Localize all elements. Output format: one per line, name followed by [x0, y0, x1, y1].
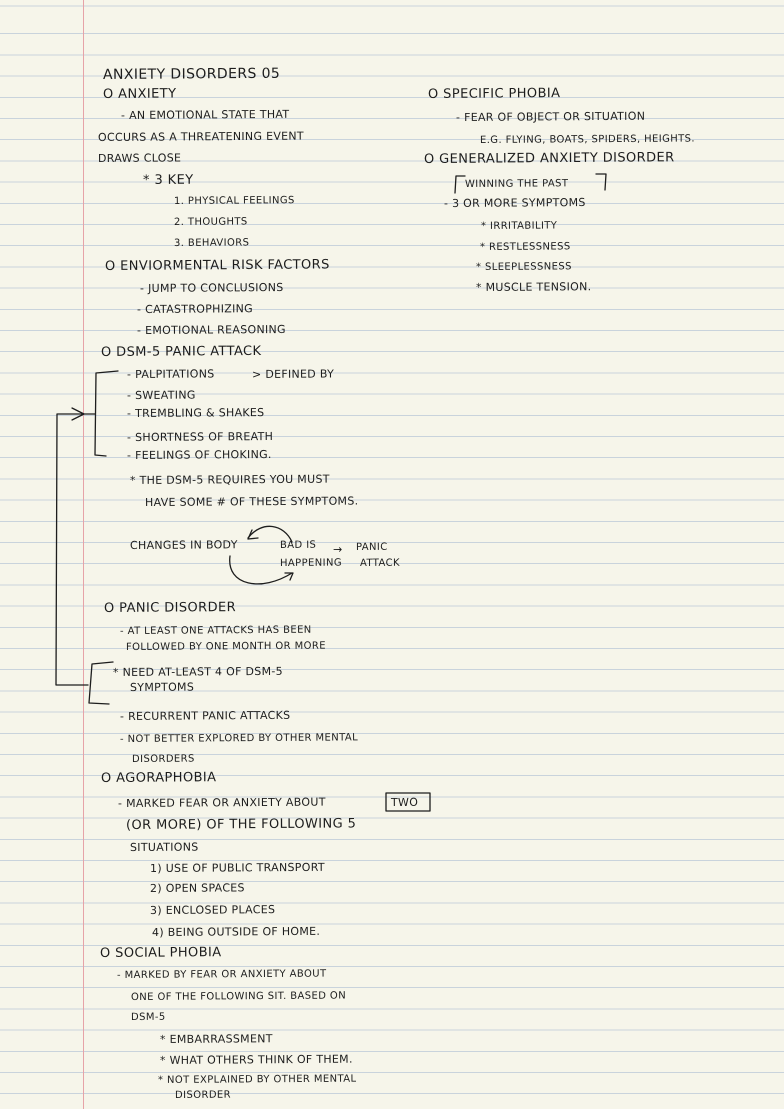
- panic-not-better-line-2: DISORDERS: [131, 753, 195, 765]
- gad-line-1: - 3 OR MORE SYMPTOMS: [443, 196, 586, 210]
- social-item: * NOT EXPLAINED BY OTHER MENTAL: [157, 1073, 357, 1086]
- cycle-arrow-icon: →: [332, 542, 343, 556]
- cycle-attack: ATTACK: [359, 557, 400, 569]
- agora-line-3: SITUATIONS: [129, 840, 199, 854]
- agora-line-1: - MARKED FEAR OR ANXIETY ABOUT: [117, 795, 326, 810]
- social-line-1: - MARKED BY FEAR OR ANXIETY ABOUT: [116, 968, 327, 981]
- agora-line-2: (OR MORE) OF THE FOLLOWING 5: [125, 816, 357, 833]
- gad-note: WINNING THE PAST: [464, 178, 569, 190]
- dsm-bracket: [95, 371, 118, 456]
- dsm-symptom: - FEELINGS OF CHOKING.: [126, 447, 272, 462]
- anxiety-def-line-2: OCCURS AS A THREATENING EVENT: [97, 129, 304, 144]
- social-item: * WHAT OTHERS THINK OF THEM.: [159, 1052, 353, 1067]
- risk-heading: O ENVIORMENTAL RISK FACTORS: [104, 257, 330, 274]
- risk-item: - EMOTIONAL REASONING: [136, 322, 286, 337]
- need-bracket: [89, 662, 113, 704]
- gad-item: * SLEEPLESSNESS: [475, 261, 572, 273]
- gad-item: * MUSCLE TENSION.: [475, 280, 592, 294]
- social-heading: O SOCIAL PHOBIA: [99, 945, 222, 961]
- agora-item: 4) BEING OUTSIDE OF HOME.: [151, 924, 321, 939]
- agora-heading: O AGORAPHOBIA: [100, 770, 217, 786]
- social-line-2: ONE OF THE FOLLOWING SIT. BASED ON: [130, 990, 347, 1003]
- dsm-symptom: - TREMBLING & SHAKES: [126, 406, 265, 420]
- anxiety-key-item: 1. PHYSICAL FEELINGS: [173, 195, 295, 207]
- agora-item: 2) OPEN SPACES: [149, 881, 245, 895]
- risk-item: - JUMP TO CONCLUSIONS: [139, 280, 284, 295]
- agora-two-box: TWO: [390, 795, 419, 809]
- specific-phobia-examples: E.G. FLYING, BOATS, SPIDERS, HEIGHTS.: [479, 133, 696, 146]
- anxiety-key-item: 2. THOUGHTS: [173, 216, 248, 228]
- social-line-3: DSM-5: [130, 1011, 166, 1023]
- social-last-line: DISORDER: [174, 1089, 232, 1101]
- specific-phobia-heading: O SPECIFIC PHOBIA: [427, 86, 561, 102]
- agora-item: 3) ENCLOSED PLACES: [149, 903, 276, 917]
- panic-disorder-line-1: - AT LEAST ONE ATTACKS HAS BEEN: [119, 624, 312, 637]
- agora-item: 1) USE OF PUBLIC TRANSPORT: [149, 860, 325, 875]
- dsm-note-line-2: HAVE SOME # OF THESE SYMPTOMS.: [144, 494, 359, 509]
- dsm-heading: O DSM-5 PANIC ATTACK: [100, 343, 262, 360]
- cycle-bottom-arrowhead: [285, 573, 293, 580]
- cycle-bad-is: BAD IS: [279, 539, 317, 551]
- panic-disorder-line-2: FOLLOWED BY ONE MONTH OR MORE: [125, 640, 326, 653]
- dsm-symptom: - PALPITATIONS: [126, 367, 215, 381]
- dsm-symptom: - SWEATING: [126, 388, 196, 402]
- panic-recurrent: - RECURRENT PANIC ATTACKS: [119, 708, 291, 723]
- gad-item: * IRRITABILITY: [480, 220, 558, 232]
- dsm-defined-by: > DEFINED BY: [251, 367, 335, 381]
- dsm-note-line-1: * THE DSM-5 REQUIRES YOU MUST: [129, 472, 330, 487]
- anxiety-def-line-1: - AN EMOTIONAL STATE THAT: [120, 107, 290, 122]
- anxiety-key-item: 3. BEHAVIORS: [173, 237, 250, 249]
- panic-not-better-line-1: - NOT BETTER EXPLORED BY OTHER MENTAL: [119, 732, 359, 745]
- notes-title: ANXIETY DISORDERS 05: [102, 65, 281, 83]
- panic-need-line-1: * NEED AT-LEAST 4 OF DSM-5: [112, 664, 283, 679]
- specific-phobia-line-1: - FEAR OF OBJECT OR SITUATION: [455, 109, 646, 124]
- anxiety-key-heading: * 3 KEY: [142, 172, 194, 188]
- panic-need-line-2: SYMPTOMS: [129, 680, 195, 694]
- connector-arrow: [56, 414, 95, 685]
- cycle-happening: HAPPENING: [279, 557, 343, 569]
- anxiety-heading: O ANXIETY: [102, 86, 177, 102]
- gad-heading: O GENERALIZED ANXIETY DISORDER: [423, 150, 675, 167]
- anxiety-def-line-3: DRAWS CLOSE: [97, 151, 182, 165]
- gad-item: * RESTLESSNESS: [479, 241, 571, 253]
- risk-item: - CATASTROPHIZING: [136, 302, 254, 316]
- social-item: * EMBARRASSMENT: [159, 1032, 273, 1046]
- panic-disorder-heading: O PANIC DISORDER: [103, 600, 237, 616]
- cycle-top-arrowhead: [248, 530, 258, 539]
- page-margin-line: [83, 0, 84, 1109]
- dsm-symptom: - SHORTNESS OF BREATH: [126, 429, 274, 444]
- cycle-panic: PANIC: [355, 541, 388, 553]
- cycle-changes-in-body: CHANGES IN BODY: [129, 538, 238, 552]
